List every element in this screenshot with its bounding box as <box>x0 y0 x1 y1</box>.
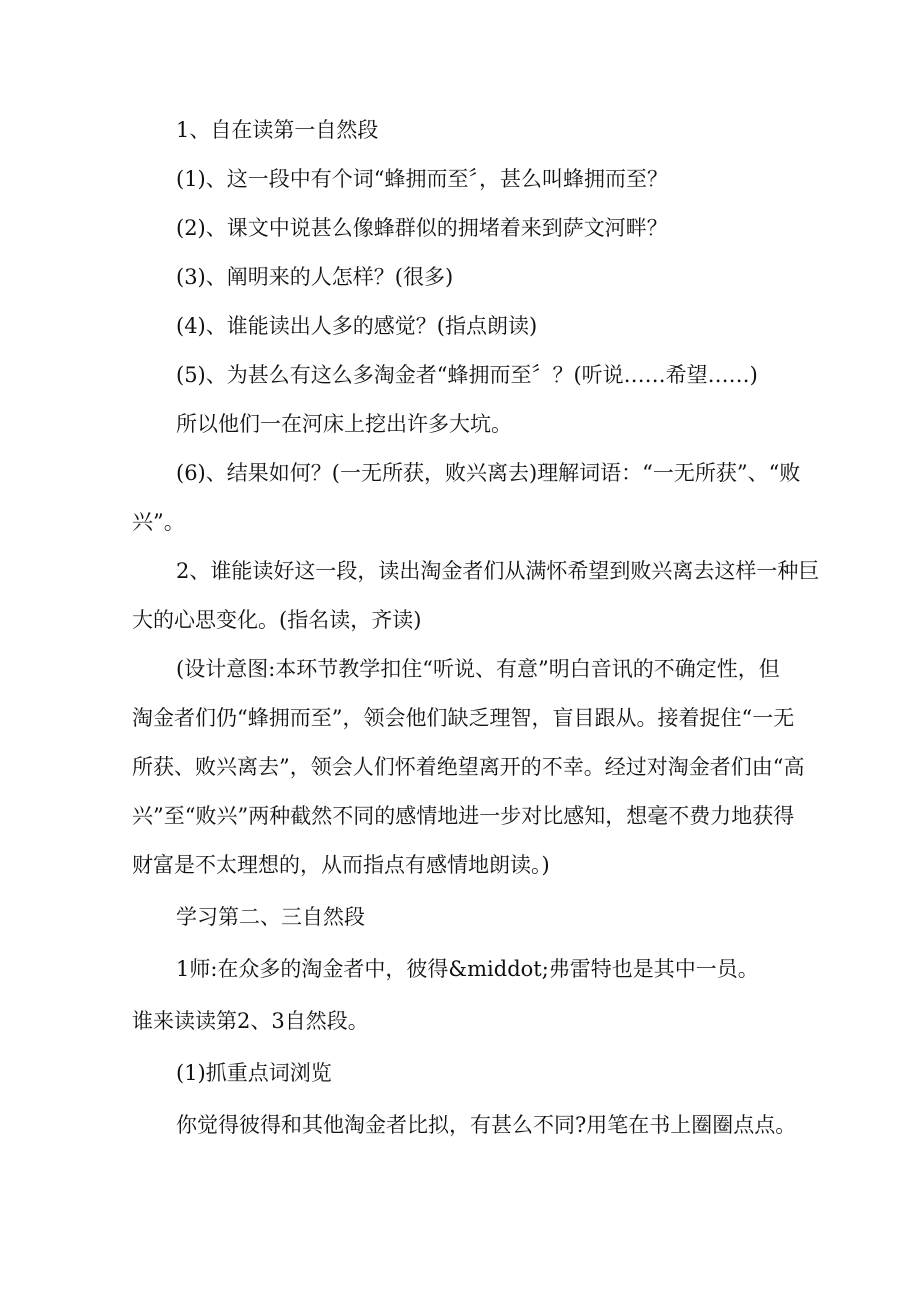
design-intent-line-1: (设计意图:本环节教学扣住“听说、有意”明白音讯的不确定性，但 <box>176 657 780 681</box>
comparison-question: 你觉得彼得和其他淘金者比拟，有甚么不同?用笔在书上圈圈点点。 <box>176 1113 797 1137</box>
question-3: (3)、阐明来的人怎样？(很多) <box>176 265 454 289</box>
question-6-continuation: 兴”。 <box>132 510 185 534</box>
question-1: (1)、这一段中有个词“蜂拥而至〞，甚么叫蜂拥而至？ <box>176 167 668 191</box>
teacher-line: 1师:在众多的淘金者中，彼得&middot;弗雷特也是其中一员。 <box>176 957 759 981</box>
paragraph-text: 所以他们一在河床上挖出许多大坑。 <box>176 412 512 436</box>
heading-learn-paragraphs-two-three: 学习第二、三自然段 <box>176 905 365 929</box>
item-2-continuation: 大的心思变化。(指名读，齐读) <box>132 608 422 632</box>
question-5: (5)、为甚么有这么多淘金者“蜂拥而至〞？(听说……希望……) <box>176 363 758 387</box>
question-2: (2)、课文中说甚么像蜂群似的拥堵着来到萨文河畔？ <box>176 216 668 240</box>
design-intent-line-3: 所获、败兴离去”，领会人们怀着绝望离开的不幸。经过对淘金者们由“高 <box>132 755 805 779</box>
question-6: (6)、结果如何？(一无所获，败兴离去)理解词语：“一无所获”、“败 <box>176 461 801 485</box>
heading-read-paragraph-one: 1、自在读第一自然段 <box>176 118 379 142</box>
reading-prompt: 谁来读读第2、3自然段。 <box>132 1009 369 1033</box>
subheading-key-words: (1)抓重点词浏览 <box>176 1061 332 1085</box>
question-4: (4)、谁能读出人多的感觉？(指点朗读) <box>176 314 538 338</box>
item-2: 2、谁能读好这一段，读出淘金者们从满怀希望到败兴离去这样一种巨 <box>176 559 820 583</box>
design-intent-line-2: 淘金者们仍“蜂拥而至”，领会他们缺乏理智，盲目跟从。接着捉住“一无 <box>132 706 795 730</box>
design-intent-line-4: 兴”至“败兴”两种截然不同的感情地进一步对比感知，想毫不费力地获得 <box>132 804 795 828</box>
design-intent-line-5: 财富是不太理想的，从而指点有感情地朗读。) <box>132 853 550 877</box>
